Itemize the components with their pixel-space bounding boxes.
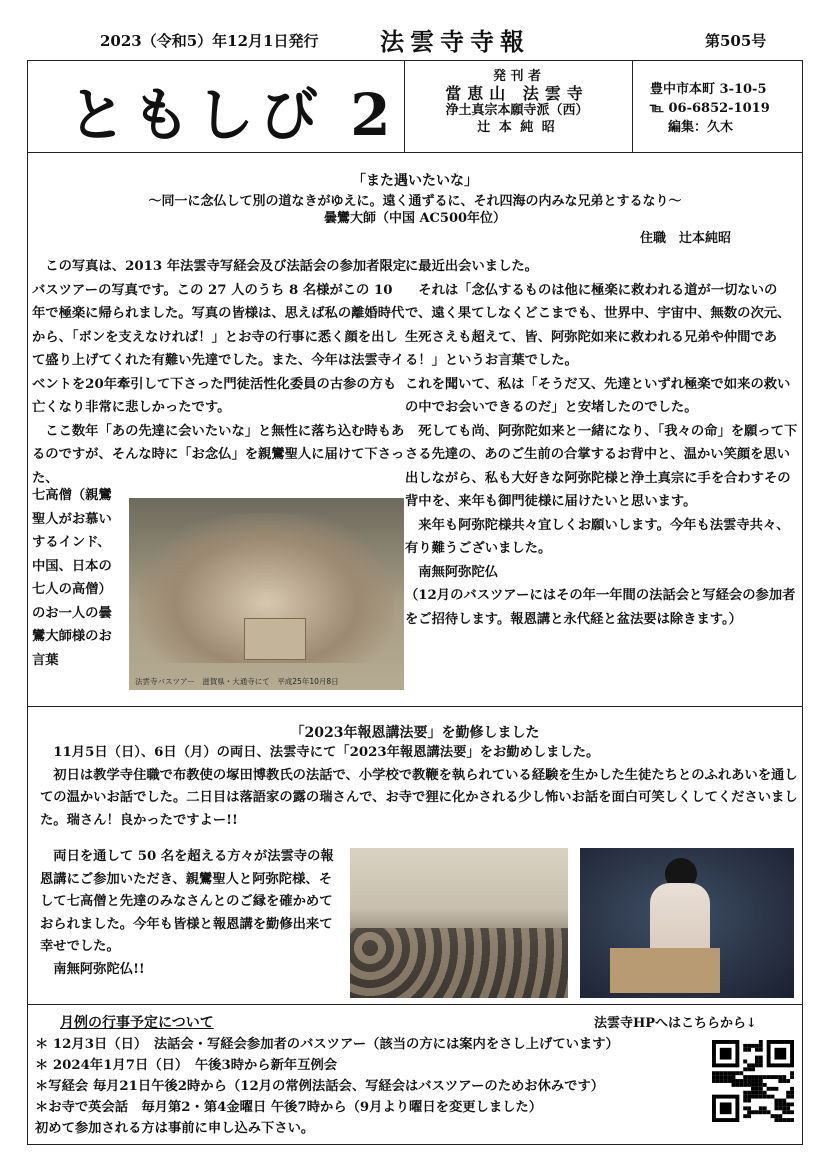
photo-group-sign (244, 618, 306, 660)
paragraph: これを聞いて、私は「そうだ又、先達といずれ極楽で如来の救いの中でお会いできるのだ」と安堵したのでした。 (405, 376, 791, 415)
paragraph: 初日は教学寺住職で布教使の塚田博教氏の法話で、小学校で教鞭を執られている経験を生かした生徒たちとのふれあいを通しての温かいお話でした。二日目は落語家の露の瑞さんで、お寺で狸に化かされる少し怖いお話を面白可笑しくしてくださいました。瑞さん！良かったですよー!! (40, 767, 798, 828)
newsletter-name: 法雲寺寺報 (380, 27, 530, 56)
editor: 編集：久木 (668, 120, 734, 135)
section2-title: 「2023年報恩講法要」を勤修しました (290, 725, 540, 741)
photo-performer (650, 883, 710, 958)
issue-number: 第505号 (705, 32, 767, 50)
temple-name: 當恵山 法雲寺 (445, 84, 589, 103)
photo-rakugo-performer (580, 848, 794, 998)
paragraph: ここ数年「あの先達に会いたいな」と無性に落ち込む時もあるのですが、そんな時に「お念仏」を親鸞聖人に届けて下さった、 (32, 423, 405, 486)
list-item: ＊お寺で英会話 毎月第2・第4金曜日 午後7時から（9月より曜日を変更しました） (35, 1100, 543, 1115)
publisher-person: 辻 本 純 昭 (477, 120, 557, 135)
list-item: 初めて参加される方は事前に申し込み下さい。 (35, 1121, 315, 1136)
section1-signature: 住職 辻本純昭 (640, 231, 732, 246)
divider-section2 (27, 706, 803, 707)
list-item: ＊写経会 毎月21日午後2時から（12月の常例法話会、写経会はバスツアーのためお休みです） (35, 1079, 605, 1094)
photo-bus-tour-group (129, 498, 404, 690)
paragraph: に最近出会いました。 (405, 259, 538, 274)
paragraph: 南無阿弥陀仏!! (40, 961, 145, 977)
paragraph: 両日を通して 50 名を超える方々が法雲寺の報恩講にご参加いただき、親鸞聖人と阿弥陀様、そして七高僧と先達のみなさんとのご縁を確かめておられました。今年も皆様と報恩講を勤修出来て幸せでした。 (40, 849, 334, 954)
divider-masthead-v2 (632, 60, 633, 153)
section1-left-column (32, 255, 407, 490)
publisher-label: 発 刊 者 (492, 69, 542, 84)
list-item: ＊ 2024年1月7日（日） 午後3時から新年互例会 (35, 1058, 338, 1073)
photo-audience-people (350, 928, 568, 998)
section1-left-narrow: 七高僧（親鸞聖人がお慕いするインド、中国、日本の七人の高僧）のお一人の曇鸞大師様のお言葉 (32, 488, 112, 668)
paragraph: （12月のバスツアーにはその年一年間の法話会と写経会の参加者をご招待します。報恩講と永代経と盆法要は除きます。） (405, 588, 796, 627)
photo-hoonko-audience (350, 848, 568, 998)
section3-title: 月例の行事予定について (60, 1015, 214, 1031)
qr-code-graphic (712, 1040, 794, 1122)
divider-masthead-v1 (404, 60, 405, 153)
section1-quote-source: 曇鸞大師（中国 AC500年位） (323, 211, 507, 226)
section2-body-narrow (40, 846, 345, 981)
homepage-link-label: 法雲寺HPへはこちらから↓ (594, 1016, 757, 1031)
section2-body (40, 742, 800, 832)
issue-date: 2023（令和5）年12月1日発行 (100, 32, 319, 50)
divider-masthead (27, 152, 803, 153)
section1-right-column (405, 255, 798, 631)
telephone: ℡ 06-6852-1019 (650, 101, 770, 116)
qr-code-icon[interactable] (712, 1040, 794, 1122)
paragraph: それは「念仏するものは他に極楽に救われる道が一切ないので、遠く果てしなくどこまでも、世界中、宇宙中、無数の次元、生死さえも超えて、皆、阿弥陀如来に救われる兄弟や仲間である！」というお言葉でした。 (405, 282, 791, 368)
section1-title: 「また遇いたいな」 (352, 173, 478, 189)
section1-quote: ～同一に念仏して別の道なきがゆえに。遠く通ずるに、それ四海の内みな兄弟とするなり～ (148, 194, 682, 209)
publisher-block (412, 68, 622, 136)
address: 豊中市本町 3-10-5 (650, 82, 767, 97)
paragraph: 来年も阿弥陀様共々宜しくお願いします。今年も法雲寺共々、有り難うございました。 (405, 517, 790, 556)
paragraph: 南無阿弥陀仏 (405, 564, 499, 580)
paragraph: 死しても尚、阿弥陀如来と一緒になり、「我々の命」を願って下さる先達の、あのご生前の合掌するお背中と、温かい笑顔を思い出しながら、私も大好きな阿弥陀様と浄土真宗に手を合わすその背中を、来年も御門徒様に届けたいと思います。 (405, 423, 798, 509)
divider-section3 (27, 1004, 803, 1005)
contact-block (650, 80, 770, 137)
photo-performer-desk (610, 948, 720, 993)
logo-tomoshibi: ともしび 2 (68, 81, 397, 149)
paragraph: 11月5日（日）、6日（月）の両日、法雲寺にて「2023年報恩講法要」をお勤めしました。 (40, 745, 600, 760)
list-item: ＊ 12月3日（日） 法話会・写経会参加者のバスツアー（該当の方には案内をさし上げています） (35, 1037, 619, 1052)
event-list (35, 1034, 715, 1139)
sect-name: 浄土真宗本願寺派（西） (445, 103, 589, 118)
photo-caption: 法雲寺バスツアー 滋賀県・大通寺にて 平成25年10月8日 (135, 677, 339, 686)
paragraph: この写真は、2013 年法雲寺写経会及び法話会の参加者限定バスツアーの写真です。この 27 人のうち 8 名様がこの 10 年で極楽に帰られました。写真の皆様は、思えば私の離婚時代から、「ボンを支えなければ！」とお寺の行事に悉く顔を出して盛り上げてくれた有難い先達でした。また、今年は法雲寺イベントを20年牽引して下さった門徒活性化委員の古参の方も亡くなり非常に悲しかったです。 (32, 259, 407, 415)
